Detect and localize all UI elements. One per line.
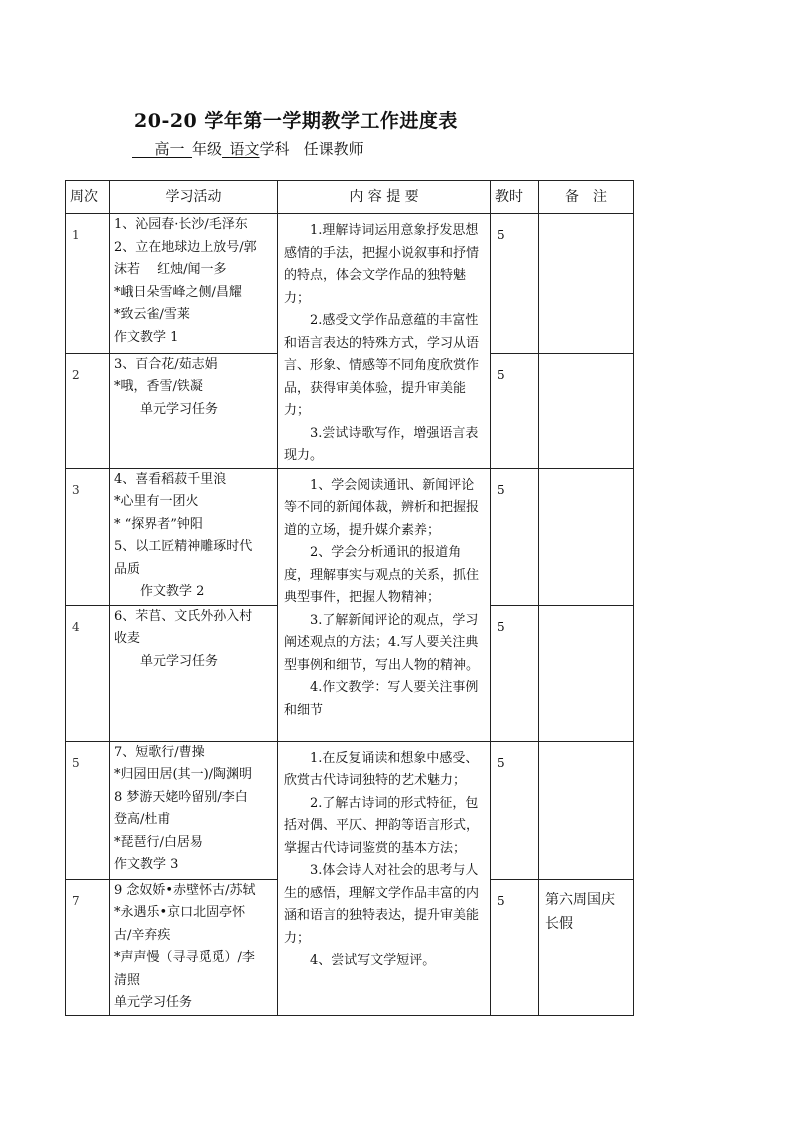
- week-cell: 7: [66, 879, 110, 1015]
- hours-cell: 5: [491, 468, 539, 605]
- activity-line: *归园田居(其一)/陶渊明: [114, 767, 253, 782]
- content-paragraph: 4.作文教学：写人要关注事例和细节: [284, 680, 479, 718]
- week-cell: 1: [66, 214, 110, 354]
- hours-cell: 5: [491, 741, 539, 879]
- subject-value: 语文: [229, 140, 260, 158]
- activity-cell: [110, 741, 278, 879]
- header-notes: 备 注: [539, 181, 634, 214]
- activity-line: *琵琶行/白居易: [114, 834, 203, 850]
- content-cell: [278, 214, 491, 469]
- activity-cell: [110, 468, 278, 605]
- activity-line: 8 梦游天姥吟留别/李白: [114, 789, 248, 805]
- note-cell: [539, 214, 634, 354]
- activity-line: *永遇乐•京口北固亭怀: [114, 905, 246, 920]
- header-hours: 教时: [491, 181, 539, 214]
- subtitle-line: [132, 138, 364, 159]
- week-cell: 5: [66, 741, 110, 879]
- hours-cell: 5: [491, 879, 539, 1015]
- activity-line: 古/辛弃疾: [114, 927, 171, 943]
- hours-cell: 5: [491, 353, 539, 468]
- activity-line: 作文教学 2: [114, 584, 205, 599]
- week-cell: 2: [66, 353, 110, 468]
- activity-line: 收麦: [114, 631, 141, 646]
- activity-cell: [110, 879, 278, 1015]
- header-activity: 学习活动: [110, 181, 278, 214]
- week-cell: 3: [66, 468, 110, 605]
- content-paragraph: 1.在反复诵读和想象中感受、欣赏古代诗词独特的艺术魅力；: [284, 750, 479, 788]
- table-row: [66, 468, 634, 605]
- activity-line: 4、喜看稻菽千里浪: [114, 471, 227, 487]
- table-row: [66, 741, 634, 879]
- hours-cell: 5: [491, 605, 539, 741]
- content-cell: [278, 741, 491, 1015]
- activity-line: *致云雀/雪莱: [114, 307, 190, 322]
- content-paragraph: 3.体会诗人对社会的思考与人生的感悟，理解文学作品丰富的内涵和语言的独特表达，提升审美能力；: [284, 863, 480, 946]
- week-cell: 4: [66, 605, 110, 741]
- activity-cell: [110, 605, 278, 741]
- activity-line: *峨日朵雪峰之侧/昌耀: [114, 284, 242, 300]
- header-week: 周次: [66, 181, 110, 214]
- content-cell: [278, 468, 491, 741]
- table-header-row: [66, 181, 634, 214]
- activity-line: 3、百合花/茹志娟: [114, 356, 218, 372]
- grade-value: 高一: [154, 140, 185, 158]
- activity-cell: [110, 214, 278, 354]
- activity-line: 1、沁园春·长沙/毛泽东: [114, 217, 248, 232]
- activity-line: 清照: [114, 972, 141, 988]
- content-paragraph: 2.感受文学作品意蕴的丰富性和语言表达的特殊方式，学习从语言、形象、情感等不同角度欣赏作品，获得审美体验，提升审美能力；: [284, 313, 480, 418]
- activity-line: 6、芣苢、文氏外孙入村: [114, 608, 253, 624]
- subject-field: [222, 140, 260, 158]
- subject-suffix: 学科: [259, 140, 290, 158]
- grade-suffix: 年级: [192, 140, 223, 158]
- content-paragraph: 2、学会分析通讯的报道角度，理解事实与观点的关系，抓住典型事件，把握人物精神；: [284, 545, 480, 605]
- activity-line: 品质: [114, 561, 141, 577]
- content-paragraph: 3.了解新闻评论的观点，学习阐述观点的方法；4.写人要关注典型事例和细节，写出人物的精神。: [284, 612, 480, 673]
- activity-line: *声声慢（寻寻觅觅）/李: [114, 950, 255, 965]
- content-paragraph: 1.理解诗词运用意象抒发思想感情的手法，把握小说叙事和抒情的特点，体会文学作品的独特魅力；: [284, 223, 480, 306]
- note-cell: [539, 741, 634, 879]
- header-content: 内 容 提 要: [278, 181, 491, 214]
- note-cell: [539, 353, 634, 468]
- content-paragraph: 1、学会阅读通讯、新闻评论等不同的新闻体裁，辨析和把握报道的立场，提升媒介素养；: [284, 477, 480, 538]
- activity-line: 沫若 红烛/闻一多: [114, 262, 227, 277]
- content-paragraph: 2.了解古诗词的形式特征，包括对偶、平仄、押韵等语言形式，掌握古代诗词鉴赏的基本方法；: [284, 795, 480, 856]
- note-cell: [539, 605, 634, 741]
- page-title: 20-20 学年第一学期教学工作进度表: [134, 110, 458, 132]
- teacher-label: 任课教师: [303, 140, 364, 158]
- activity-line: 作文教学 3: [114, 857, 179, 872]
- activity-line: *哦，香雪/铁凝: [114, 379, 203, 395]
- content-paragraph: 4、尝试写文学短评。: [310, 953, 436, 968]
- activity-line: 7、短歌行/曹操: [114, 744, 205, 760]
- activity-line: 单元学习任务: [114, 401, 219, 417]
- activity-line: 登高/杜甫: [114, 812, 171, 827]
- activity-line: 作文教学 1: [114, 329, 179, 345]
- activity-line: 2、立在地球边上放号/郭: [114, 239, 257, 255]
- activity-cell: [110, 353, 278, 468]
- activity-line: *心里有一团火: [114, 494, 199, 509]
- note-cell: [539, 468, 634, 605]
- note-cell: 第六周国庆长假: [539, 879, 634, 1015]
- content-paragraph: 3.尝试诗歌写作，增强语言表现力。: [284, 425, 479, 463]
- table-row: [66, 214, 634, 354]
- activity-line: 单元学习任务: [114, 653, 219, 669]
- hours-cell: 5: [491, 214, 539, 354]
- grade-field: [132, 140, 192, 158]
- activity-line: 5、以工匠精神雕琢时代: [114, 539, 253, 554]
- schedule-table: [65, 180, 634, 1016]
- activity-line: 单元学习任务: [114, 995, 193, 1010]
- activity-line: * “探界者”钟阳: [114, 516, 203, 532]
- activity-line: 9 念奴娇•赤壁怀古/苏轼: [114, 882, 256, 898]
